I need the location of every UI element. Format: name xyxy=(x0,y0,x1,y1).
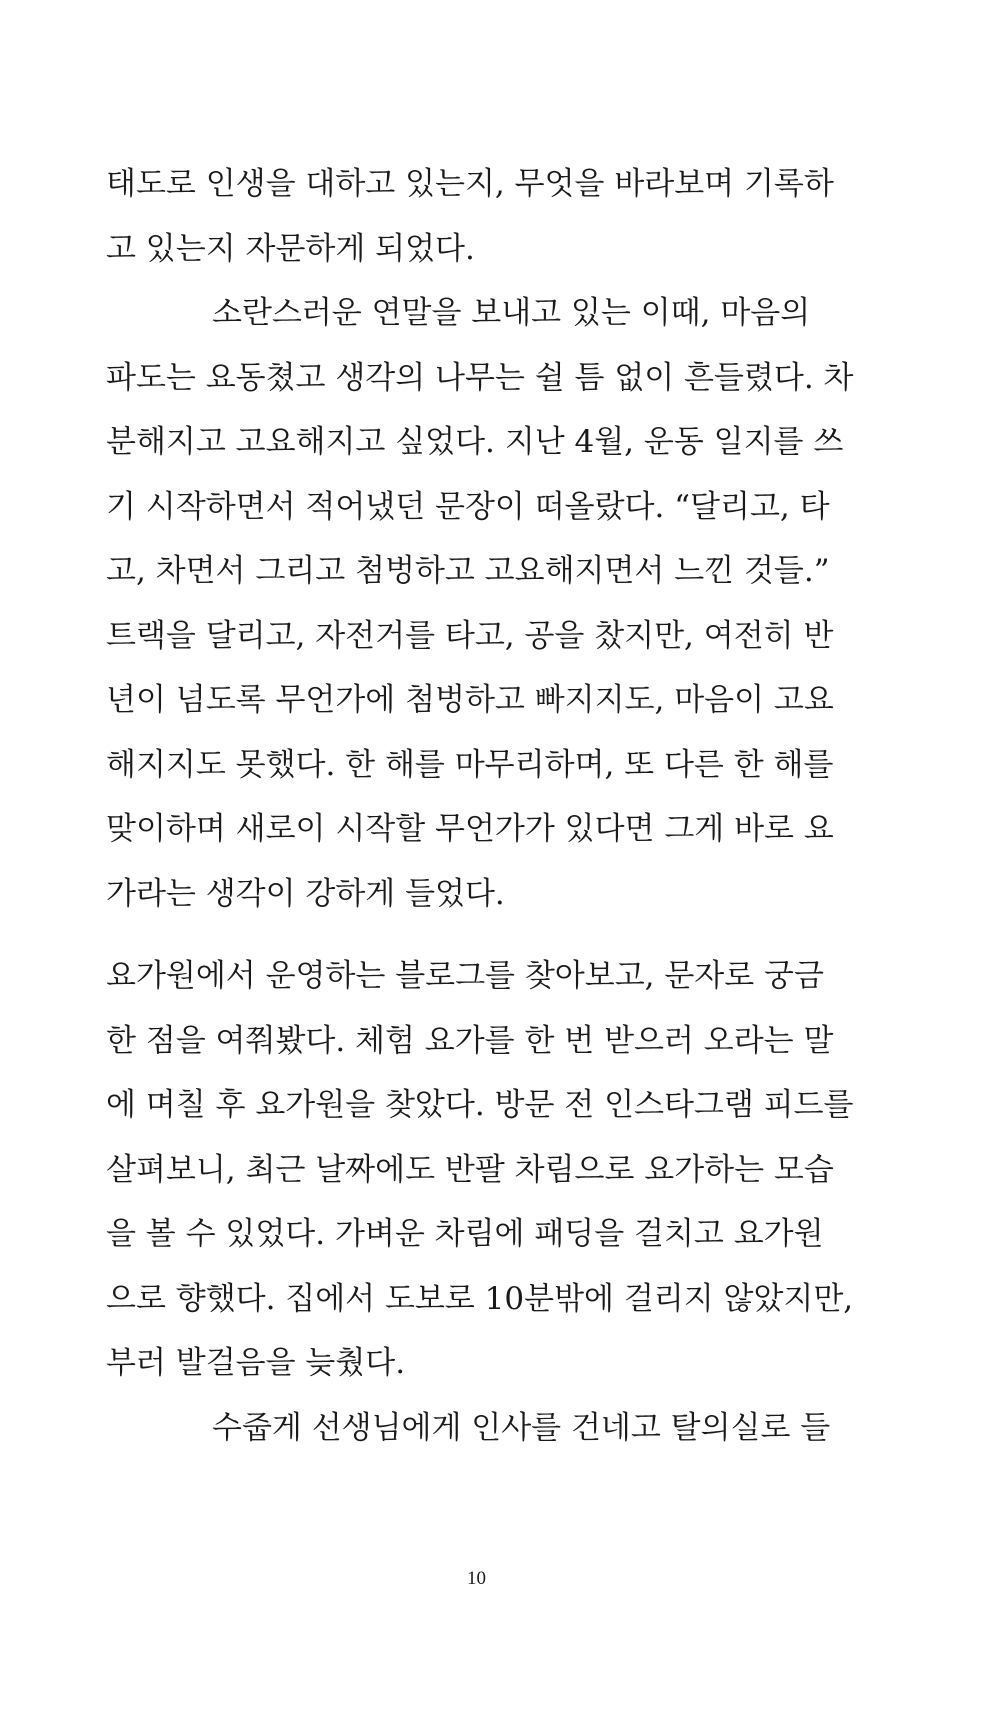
paragraph-1 xyxy=(106,158,834,287)
text-line: 요가원에서 운영하는 블로그를 찾아보고, 문자로 궁금 xyxy=(106,958,824,994)
text-line: 파도는 요동쳤고 생각의 나무는 쉴 틈 없이 흔들렸다. 차 xyxy=(106,359,854,396)
page-number: 10 xyxy=(467,1568,486,1589)
text-line: 가라는 생각이 강하게 들었다. xyxy=(106,875,505,912)
paragraph-4 xyxy=(106,1402,831,1467)
text-line: 을 볼 수 있었다. 가벼운 차림에 패딩을 걸치고 요가원 xyxy=(106,1216,824,1252)
text-line: 소란스러운 연말을 보내고 있는 이때, 마음의 xyxy=(212,295,811,331)
text-line: 살펴보니, 최근 날짜에도 반팔 차림으로 요가하는 모습 xyxy=(106,1151,834,1188)
paragraph-2 xyxy=(106,287,854,932)
text-line: 해지지도 못했다. 한 해를 마무리하며, 또 다른 한 해를 xyxy=(106,746,834,783)
text-line: 년이 넘도록 무언가에 첨벙하고 빠지지도, 마음이 고요 xyxy=(106,682,834,718)
text-line: 맞이하며 새로이 시작할 무언가가 있다면 그게 바로 요 xyxy=(106,811,834,847)
text-line: 고 있는지 자문하게 되었다. xyxy=(106,230,475,267)
text-line: 고, 차면서 그리고 첨벙하고 고요해지면서 느낀 것들.” xyxy=(106,553,830,589)
text-line: 으로 향했다. 집에서 도보로 10분밖에 걸리지 않았지만, xyxy=(106,1280,854,1317)
text-block-bottom xyxy=(106,950,854,1466)
text-line: 태도로 인생을 대하고 있는지, 무엇을 바라보며 기록하 xyxy=(106,166,834,202)
paragraph-3 xyxy=(106,950,854,1402)
text-line: 에 며칠 후 요가원을 찾았다. 방문 전 인스타그램 피드를 xyxy=(106,1087,854,1123)
text-line: 분해지고 고요해지고 싶었다. 지난 4월, 운동 일지를 쓰 xyxy=(106,424,844,460)
text-line: 부러 발걸음을 늦췄다. xyxy=(106,1345,406,1381)
text-block-top xyxy=(106,158,854,932)
text-line: 수줍게 선생님에게 인사를 건네고 탈의실로 들 xyxy=(212,1409,831,1446)
text-line: 기 시작하면서 적어냈던 문장이 떠올랐다. “달리고, 타 xyxy=(106,488,830,525)
text-line: 한 점을 여쭤봤다. 체험 요가를 한 번 받으러 오라는 말 xyxy=(106,1022,834,1059)
text-line: 트랙을 달리고, 자전거를 타고, 공을 찼지만, 여전히 반 xyxy=(106,617,834,654)
